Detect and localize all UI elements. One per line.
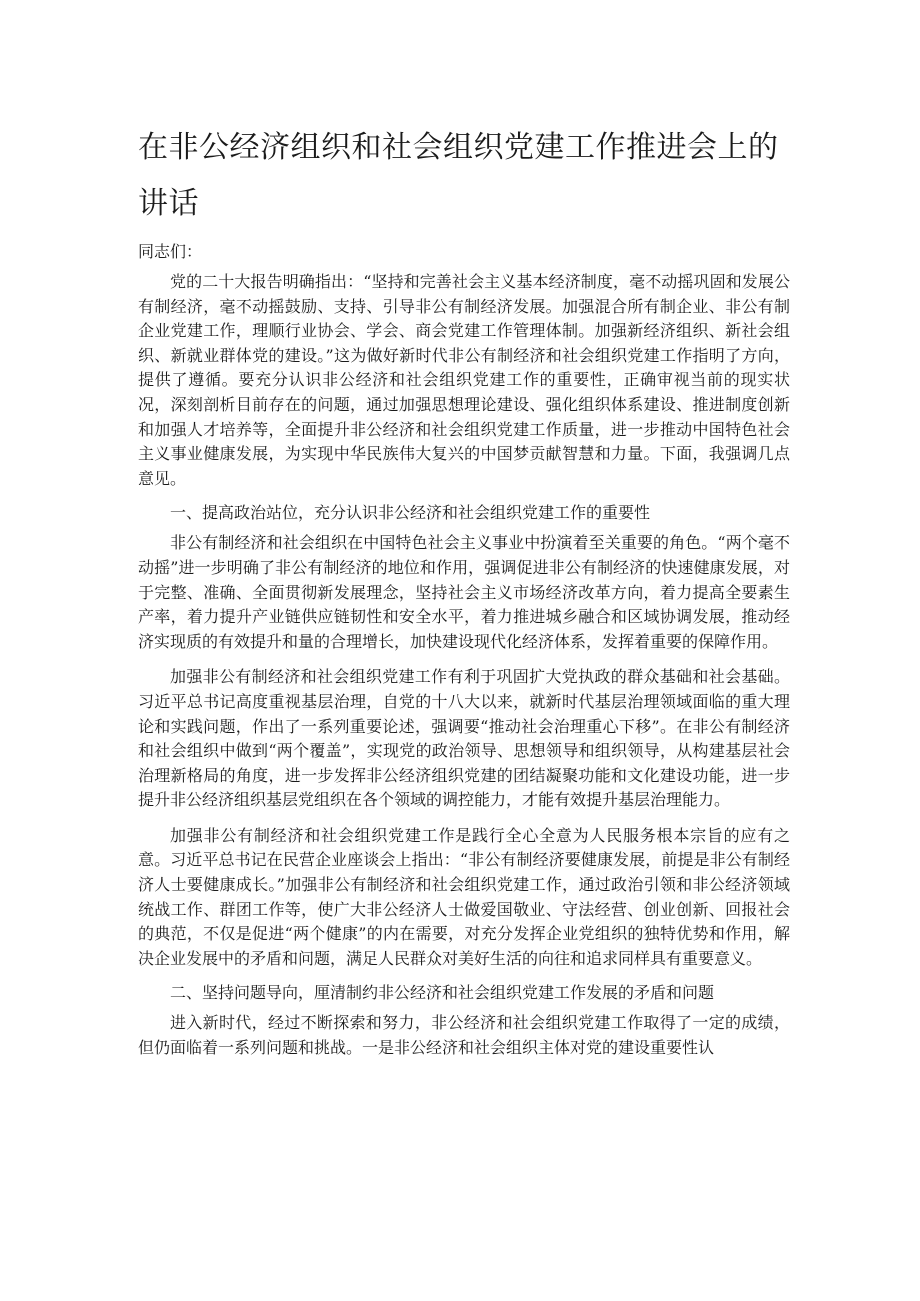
- section-heading-2: 二、坚持问题导向，厘清制约非公经济和社会组织党建工作发展的矛盾和问题: [170, 983, 715, 1003]
- paragraph-governance: 加强非公有制经济和社会组织党建工作有利于巩固扩大党执政的群众基础和社会基础。习近平总书记高度重视基层治理，自党的十八大以来，就新时代基层治理领域面临的重大理论和实践问题，作出了一系列重要论述，强调要“推动社会治理重心下移”。在非公有制经济和社会组织中做到“两个覆盖”，实现党的政治领导、思想领导和组织领导，从构建基层社会治理新格局的角度，进一步发挥非公经济组织党建的团结凝聚功能和文化建设功能，进一步提升非公经济组织基层党组织在各个领域的调控能力，才能有效提升基层治理能力。: [138, 667, 790, 810]
- paragraph-economy-role: 非公有制经济和社会组织在中国特色社会主义事业中扮演着至关重要的角色。“两个毫不动摇”进一步明确了非公有制经济的地位和作用，强调促进非公有制经济的快速健康发展，对于完整、准确、全面贯彻新发展理念，坚持社会主义市场经济改革方向，着力提高全要素生产率，着力提升产业链供应链韧性和安全水平，着力推进城乡融合和区域协调发展，推动经济实现质的有效提升和量的合理增长，加快建设现代化经济体系，发挥着重要的保障作用。: [138, 533, 790, 651]
- section-heading-1: 一、提高政治站位，充分认识非公经济和社会组织党建工作的重要性: [170, 503, 651, 523]
- document-page: [138, 118, 790, 1061]
- salutation: 同志们：: [138, 242, 203, 261]
- paragraph-people-service: 加强非公有制经济和社会组织党建工作是践行全心全意为人民服务根本宗旨的应有之意。习近平总书记在民营企业座谈会上指出：“非公有制经济要健康发展，前提是非公有制经济人士要健康成长。”加强非公有制经济和社会组织党建工作，通过政治引领和非公经济领域统战工作、群团工作等，使广大非公经济人士做爱国敬业、守法经营、创业创新、回报社会的典范，不仅是促进“两个健康”的内在需要，对充分发挥企业党组织的独特优势和作用，解决企业发展中的矛盾和问题，满足人民群众对美好生活的向往和追求同样具有重要意义。: [138, 825, 790, 968]
- paragraph-intro: 党的二十大报告明确指出：“坚持和完善社会主义基本经济制度，毫不动摇巩固和发展公有制经济，毫不动摇鼓励、支持、引导非公有制经济发展。加强混合所有制企业、非公有制企业党建工作，理顺行业协会、学会、商会党建工作管理体制。加强新经济组织、新社会组织、新就业群体党的建设。”这为做好新时代非公有制经济和社会组织党建工作指明了方向，提供了遵循。要充分认识非公经济和社会组织党建工作的重要性，正确审视当前的现实状况，深刻剖析目前存在的问题，通过加强思想理论建设、强化组织体系建设、推进制度创新和加强人才培养等，全面提升非公经济和社会组织党建工作质量，进一步推动中国特色社会主义事业健康发展，为实现中华民族伟大复兴的中国梦贡献智慧和力量。下面，我强调几点意见。: [138, 272, 790, 488]
- document-title: 在非公经济组织和社会组织党建工作推进会上的讲话: [138, 130, 779, 221]
- paragraph-problems: 进入新时代，经过不断探索和努力，非公经济和社会组织党建工作取得了一定的成绩，但仍面临着一系列问题和挑战。一是非公经济和社会组织主体对党的建设重要性认: [138, 1013, 790, 1058]
